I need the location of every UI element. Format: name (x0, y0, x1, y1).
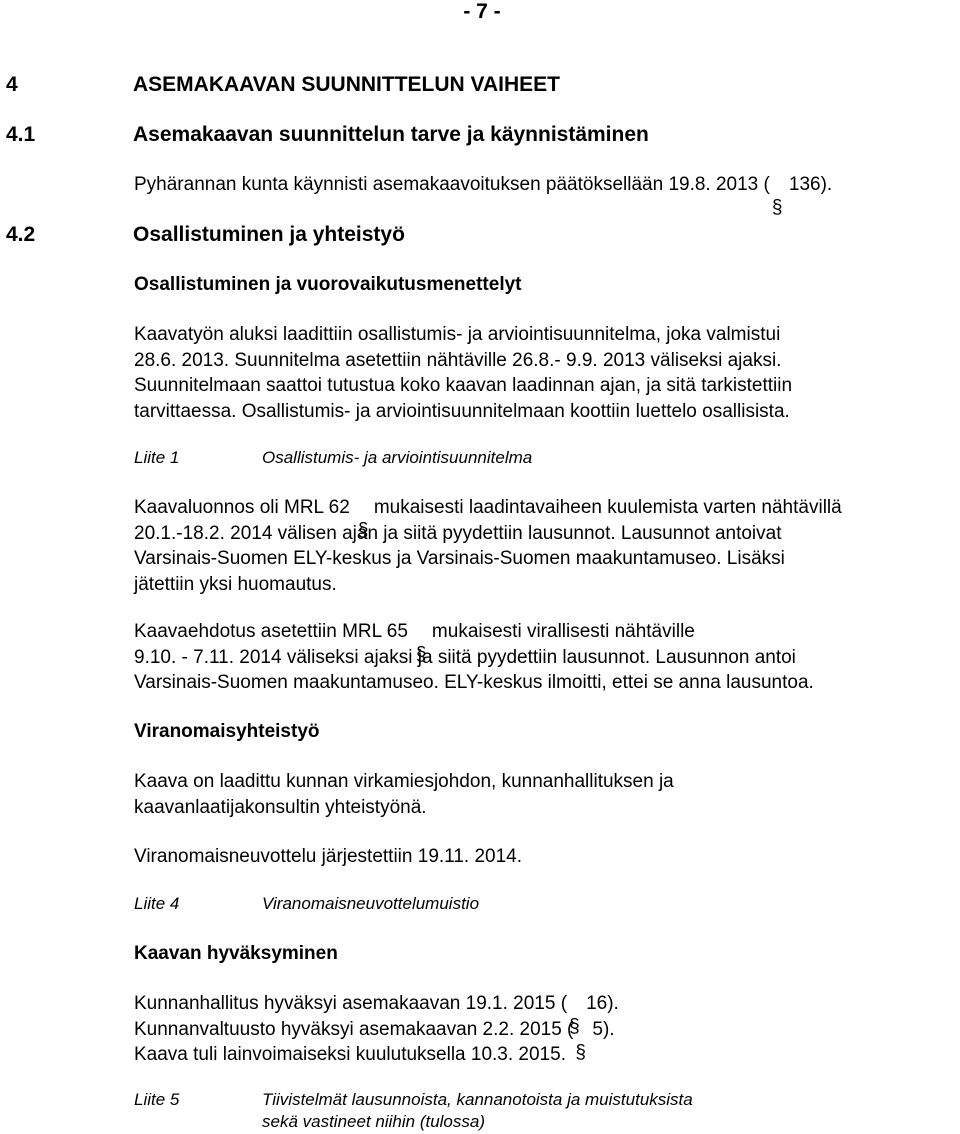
approval-list (134, 991, 619, 1068)
section-title: Osallistuminen ja yhteistyö (133, 223, 405, 246)
attachment-title: Osallistumis- ja arviointisuunnitelma (262, 448, 533, 467)
section-number: 4.2 (6, 223, 36, 246)
section-title: Asemakaavan suunnittelun tarve ja käynnistäminen (133, 123, 649, 146)
attachment-label: Liite 5 (134, 1090, 180, 1109)
approval-heading: Kaavan hyväksyminen (134, 943, 338, 964)
approval-line: Kunnanvaltuusto hyväksyi asemakaavan 2.2. 2015 ( 5). (134, 1018, 615, 1040)
participation-paragraph-2: Kaavaluonnos oli MRL 62 mukaisesti laadintavaiheen kuulemista varten nähtävillä 20.1.-18.2. 2014 välisen ajan ja siitä pyydettiin lausunnot. Lausunnot antoivat Varsinais-Suomen ELY-keskus ja Varsinais-Suomen maakuntamuseo. Lisäksi jätettiin yksi huomautus. (134, 497, 842, 595)
attachment-label: Liite 4 (134, 894, 180, 913)
approval-line: Kaava tuli lainvoimaiseksi kuulutuksella 10.3. 2015. (134, 1044, 566, 1065)
page-number: - 7 - (463, 0, 501, 23)
authority-paragraph-2: Viranomaisneuvottelu järjestettiin 19.11. 2014. (134, 846, 522, 867)
section-4-2-heading (6, 222, 405, 248)
section-4-1-heading (6, 122, 649, 148)
attachment-title: Viranomaisneuvottelumuistio (262, 894, 480, 913)
approval-line: Kunnanhallitus hyväksyi asemakaavan 19.1. 2015 ( 16). (134, 993, 619, 1014)
section-number: 4.1 (6, 123, 36, 146)
section-4-1-text: Pyhärannan kunta käynnisti asemakaavoituksen päätöksellään 19.8. 2013 ( 136). (134, 174, 833, 195)
section-4-heading (6, 72, 560, 98)
section-title: ASEMAKAAVAN SUUNNITTELUN VAIHEET (133, 73, 561, 96)
attachment-title: Tiivistelmät lausunnoista, kannanotoista ja muistutuksista sekä vastineet niihin (tulossa) (262, 1090, 693, 1131)
authority-paragraph-1: Kaava on laadittu kunnan virkamiesjohdon, kunnanhallituksen ja kaavanlaatijakonsultin yhteistyönä. (134, 771, 674, 818)
participation-paragraph-3: Kaavaehdotus asetettiin MRL 65 mukaisesti virallisesti nähtäville 9.10. - 7.11. 2014 väliseksi ajaksi ja siitä pyydettiin lausunnot. Lausunnon antoi Varsinais-Suomen maakuntamuseo. ELY-keskus ilmoitti, ettei se anna lausuntoa. (134, 621, 814, 693)
authority-heading: Viranomaisyhteistyö (134, 721, 320, 742)
section-number: 4 (6, 73, 18, 96)
participation-heading: Osallistuminen ja vuorovaikutusmenettelyt (134, 274, 522, 295)
attachment-label: Liite 1 (134, 448, 180, 467)
participation-paragraph-1: Kaavatyön aluksi laadittiin osallistumis- ja arviointisuunnitelma, joka valmistui 28.6. 2013. Suunnitelma asetettiin nähtäville 26.8.- 9.9. 2013 väliseksi ajaksi. Suunnitelmaan saattoi tutustua koko kaavan laadinnan ajan, ja sitä tarkistettiin tarvittaessa. Osallistumis- ja arviointisuunnitelmaan koottiin luettelo osallisista. (134, 324, 793, 422)
